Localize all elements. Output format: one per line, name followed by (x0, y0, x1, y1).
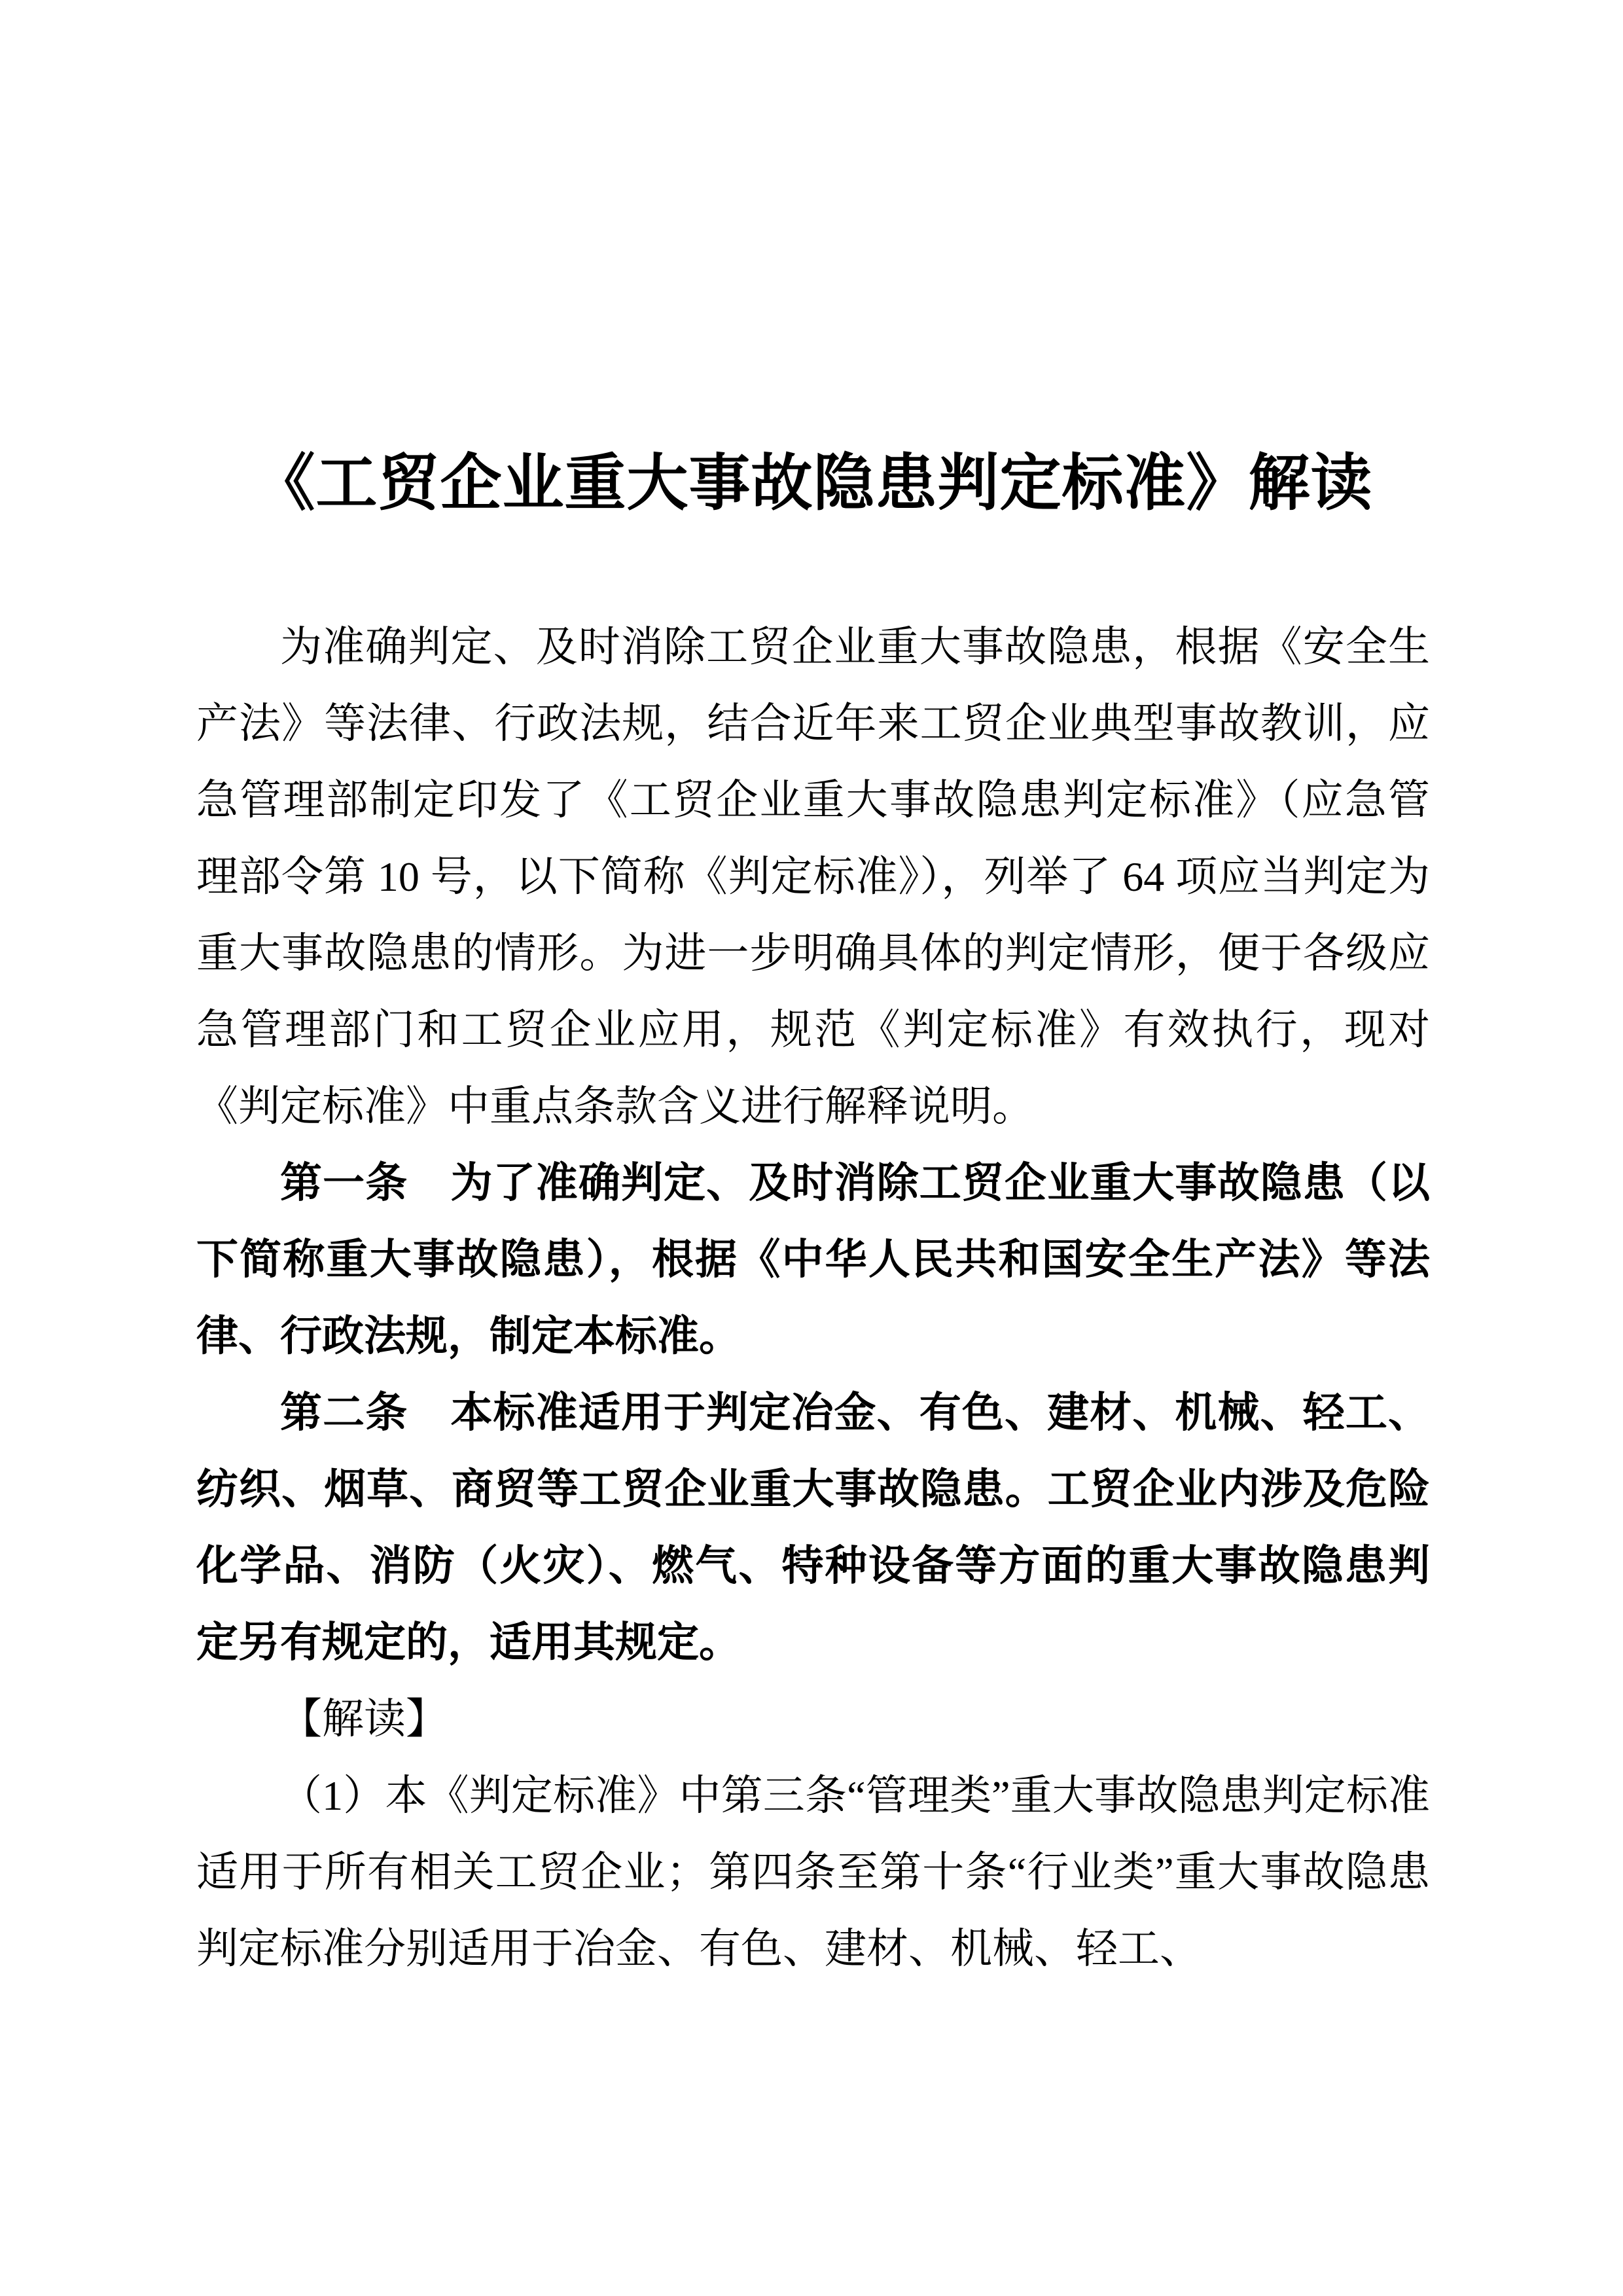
document-content (196, 0, 1430, 1987)
paragraph-article-2: 第二条 本标准适用于判定冶金、有色、建材、机械、轻工、纺织、烟草、商贸等工贸企业重大事故隐患。工贸企业内涉及危险化学品、消防（火灾）、燃气、特种设备等方面的重大事故隐患判定另有规定的，适用其规定。 (196, 1389, 1430, 1666)
paragraph-intro: 为准确判定、及时消除工贸企业重大事故隐患，根据《安全生产法》等法律、行政法规，结合近年来工贸企业典型事故教训，应急管理部制定印发了《工贸企业重大事故隐患判定标准》（应急管理部令第 10 号，以下简称《判定标准》），列举了 64 项应当判定为重大事故隐患的情形。为进一步明确具体的判定情形，便于各级应急管理部门和工贸企业应用，规范《判定标准》有效执行，现对《判定标准》中重点条款含义进行解释说明。 (196, 624, 1430, 1130)
document-body (196, 609, 1430, 1987)
paragraph-jiedu-item-1: （1）本《判定标准》中第三条“管理类”重大事故隐患判定标准适用于所有相关工贸企业；第四条至第十条“行业类”重大事故隐患判定标准分别适用于冶金、有色、建材、机械、轻工、 (196, 1772, 1430, 1972)
document-title: 《工贸企业重大事故隐患判定标准》解读 (253, 450, 1373, 518)
paragraph-jiedu-label: 【解读】 (280, 1696, 448, 1742)
paragraph-article-1: 第一条 为了准确判定、及时消除工贸企业重大事故隐患（以下简称重大事故隐患），根据《中华人民共和国安全生产法》等法律、行政法规，制定本标准。 (196, 1159, 1430, 1359)
